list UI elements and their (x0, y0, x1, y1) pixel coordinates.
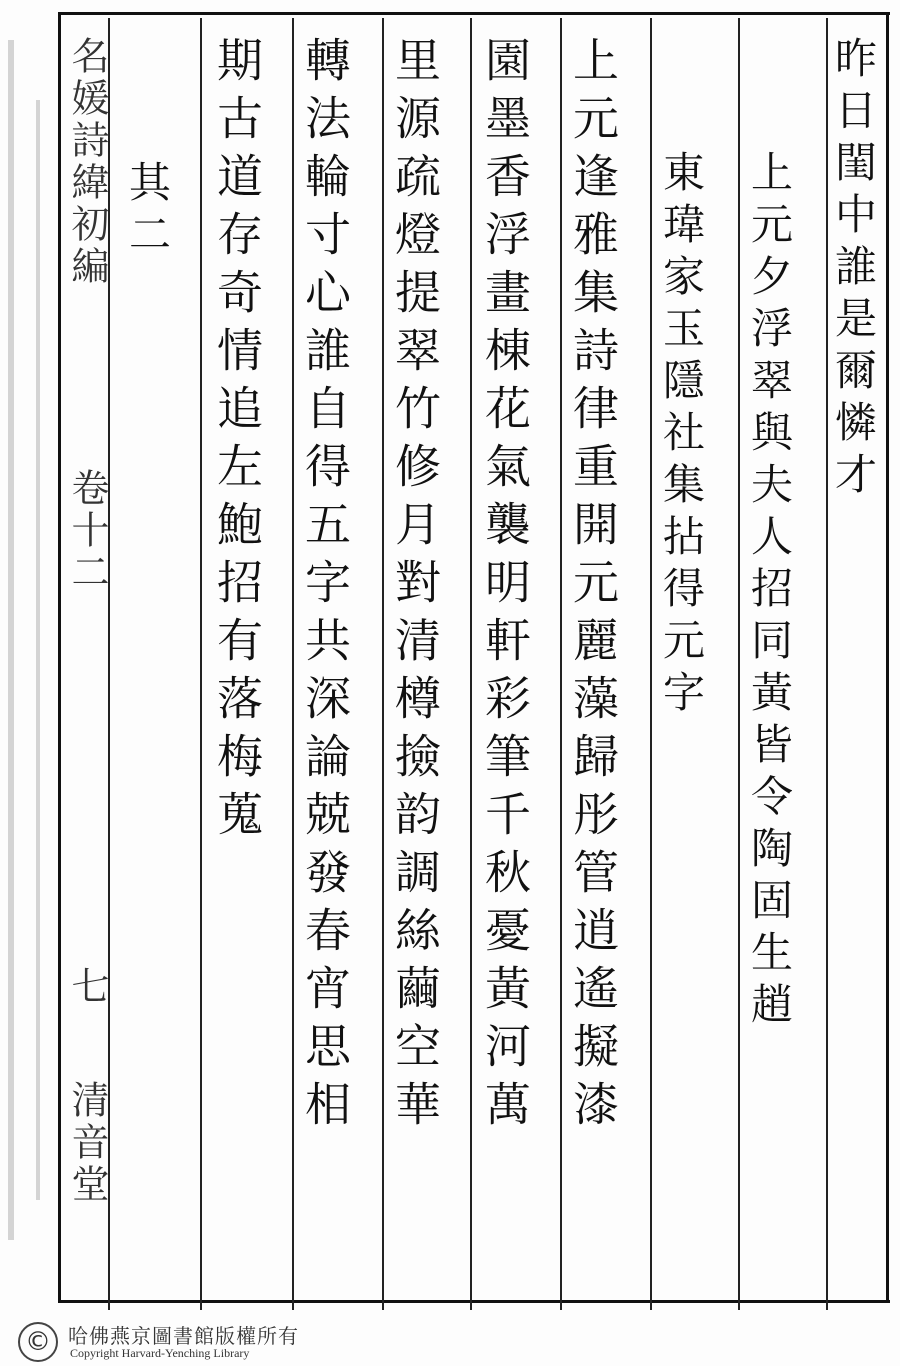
margin-leaf-number: 七 (65, 966, 109, 1008)
copyright-english: Copyright Harvard-Yenching Library (70, 1346, 250, 1360)
column-divider (738, 18, 740, 1310)
column-divider (826, 18, 828, 1310)
text-column-1: 昨日閨中誰是爾憐才 (829, 36, 878, 504)
copyright-chinese: 哈佛燕京圖書館版權所有 (68, 1324, 299, 1348)
text-column-2: 上元夕浮翠與夫人招同黃皆令陶固生趙 (745, 150, 794, 1034)
column-divider (382, 18, 384, 1310)
margin-book-title: 名媛詩緯初編 (65, 36, 109, 288)
text-column-4: 上元逢雅集詩律重開元麗藻歸彤管逍遙擬漆 (566, 36, 620, 1138)
scan-noise (8, 40, 14, 1240)
scan-noise (36, 100, 40, 1200)
top-border (60, 12, 890, 15)
text-column-5: 園墨香浮畫棟花氣襲明軒彩筆千秋憂黃河萬 (478, 36, 532, 1138)
text-column-9: 其二 (123, 160, 172, 264)
margin-volume: 卷十二 (65, 468, 109, 594)
column-divider (470, 18, 472, 1310)
column-divider (200, 18, 202, 1310)
copyright-icon: © (18, 1322, 58, 1362)
margin-studio-name: 清音堂 (65, 1080, 109, 1206)
column-divider (650, 18, 652, 1310)
text-column-6: 里源疏燈提翠竹修月對清樽撿韵調絲繭空華 (388, 36, 442, 1138)
text-column-7: 轉法輪寸心誰自得五字共深論兢發春宵思相 (298, 36, 352, 1138)
column-divider (560, 18, 562, 1310)
text-column-3: 東瑋家玉隱社集拈得元字 (657, 150, 706, 722)
copyright-footer (18, 1320, 898, 1364)
bottom-border (60, 1300, 890, 1303)
right-border (886, 12, 889, 1303)
text-column-8: 期古道存奇情追左鮑招有落梅蒐 (210, 36, 264, 848)
column-divider (292, 18, 294, 1310)
